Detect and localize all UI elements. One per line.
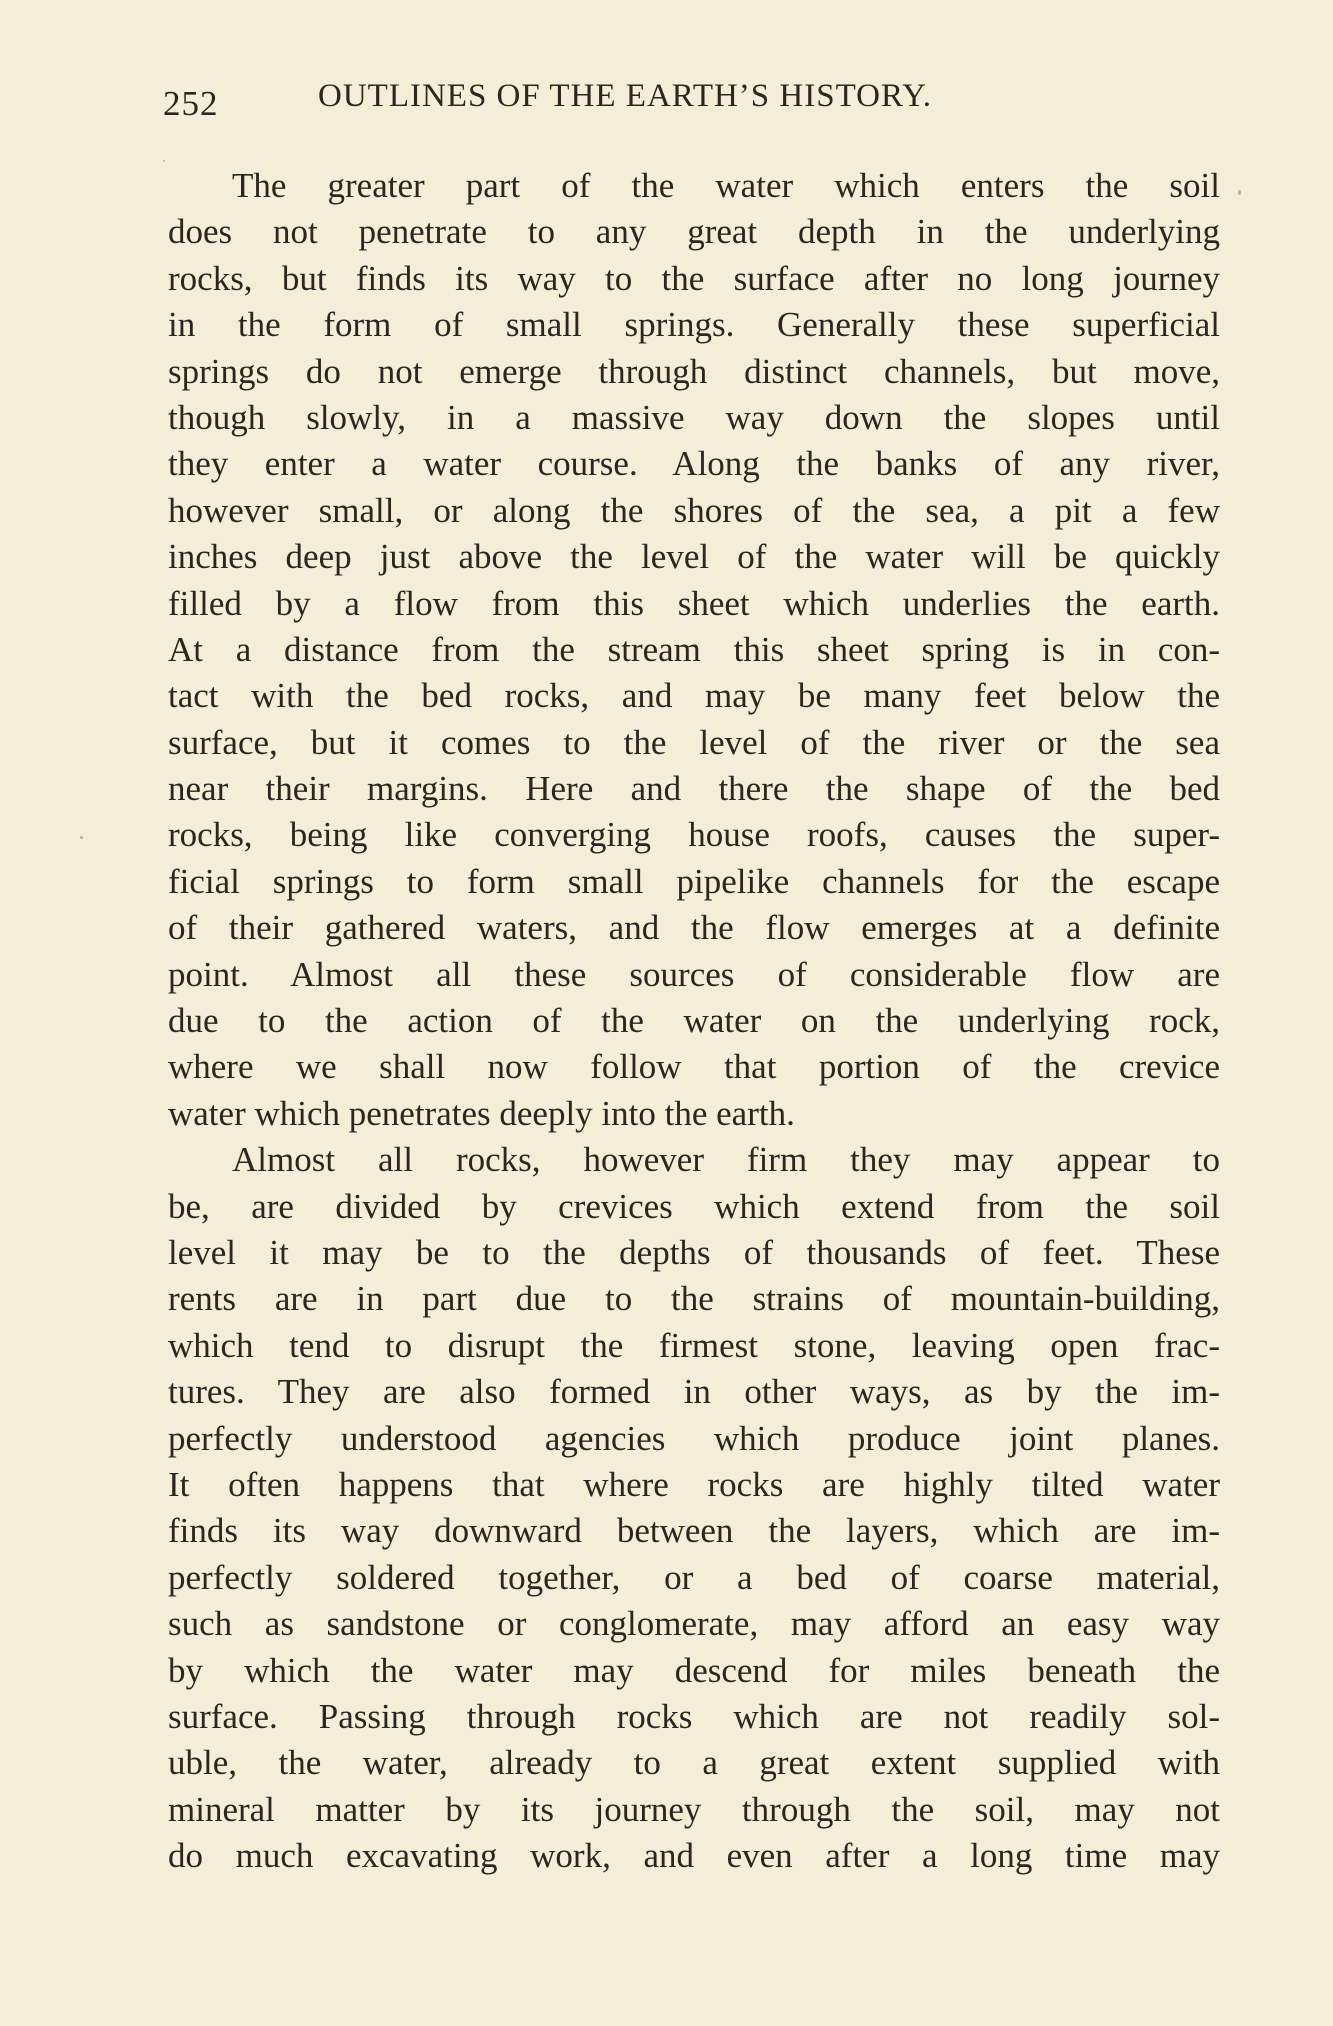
text-line: surface, but it comes to the level of the river or the sea <box>168 722 1220 762</box>
text-line: filled by a flow from this sheet which underlies the earth. <box>168 583 1220 623</box>
text-line: do much excavating work, and even after a long time may <box>168 1836 1220 1876</box>
paragraph-2 <box>168 1137 1220 1879</box>
text-line: The greater part of the water which enters the soil <box>232 166 1220 205</box>
text-line: uble, the water, already to a great extent supplied with <box>168 1743 1220 1783</box>
text-line: tures. They are also formed in other ways, as by the im- <box>168 1372 1220 1412</box>
text-line: where we shall now follow that portion of the crevice <box>168 1047 1220 1087</box>
text-line: near their margins. Here and there the shape of the bed <box>168 769 1220 809</box>
page-number: 252 <box>163 84 219 123</box>
text-line: ficial springs to form small pipelike channels for the escape <box>168 861 1220 901</box>
text-line: Almost all rocks, however firm they may appear to <box>232 1140 1220 1180</box>
paper-speck <box>163 160 165 162</box>
text-line: however small, or along the shores of the sea, a pit a few <box>168 490 1220 530</box>
text-line: of their gathered waters, and the flow emerges at a definite <box>168 908 1220 948</box>
text-line: inches deep just above the level of the water will be quickly <box>168 537 1220 577</box>
text-line: point. Almost all these sources of considerable flow are <box>168 954 1220 994</box>
page-header <box>163 78 1163 128</box>
text-line: be, are divided by crevices which extend from the soil <box>168 1186 1220 1226</box>
text-line: water which penetrates deeply into the earth. <box>168 1093 795 1133</box>
text-line: finds its way downward between the layers, which are im- <box>168 1511 1220 1551</box>
text-line: though slowly, in a massive way down the slopes until <box>168 397 1220 437</box>
text-line: which tend to disrupt the firmest stone, leaving open frac- <box>168 1325 1220 1365</box>
text-line: does not penetrate to any great depth in the underlying <box>168 212 1220 252</box>
text-line: surface. Passing through rocks which are not readily sol- <box>168 1696 1220 1736</box>
running-title: OUTLINES OF THE EARTH’S HISTORY. <box>318 78 932 114</box>
text-line: tact with the bed rocks, and may be many feet below the <box>168 676 1220 716</box>
text-line: It often happens that where rocks are highly tilted water <box>168 1464 1220 1504</box>
paper-speck <box>1238 190 1241 195</box>
text-line: At a distance from the stream this sheet spring is in con- <box>168 629 1220 669</box>
paper-speck <box>80 836 83 839</box>
paragraph-1 <box>168 163 1220 1137</box>
text-line: rents are in part due to the strains of mountain-building, <box>168 1279 1220 1319</box>
text-line: mineral matter by its journey through the soil, may not <box>168 1789 1220 1829</box>
text-line: in the form of small springs. Generally these superficial <box>168 305 1220 345</box>
text-line: springs do not emerge through distinct channels, but move, <box>168 351 1220 391</box>
text-line: they enter a water course. Along the banks of any river, <box>168 444 1220 484</box>
text-line: perfectly soldered together, or a bed of coarse material, <box>168 1557 1220 1597</box>
text-line: rocks, but finds its way to the surface after no long journey <box>168 258 1220 298</box>
text-line: such as sandstone or conglomerate, may afford an easy way <box>168 1604 1220 1644</box>
text-line: perfectly understood agencies which produce joint planes. <box>168 1418 1220 1458</box>
text-line: rocks, being like converging house roofs, causes the super- <box>168 815 1220 855</box>
text-line: level it may be to the depths of thousands of feet. These <box>168 1232 1220 1272</box>
body-text <box>168 163 1220 1879</box>
text-line: due to the action of the water on the underlying rock, <box>168 1001 1220 1041</box>
text-line: by which the water may descend for miles beneath the <box>168 1650 1220 1690</box>
